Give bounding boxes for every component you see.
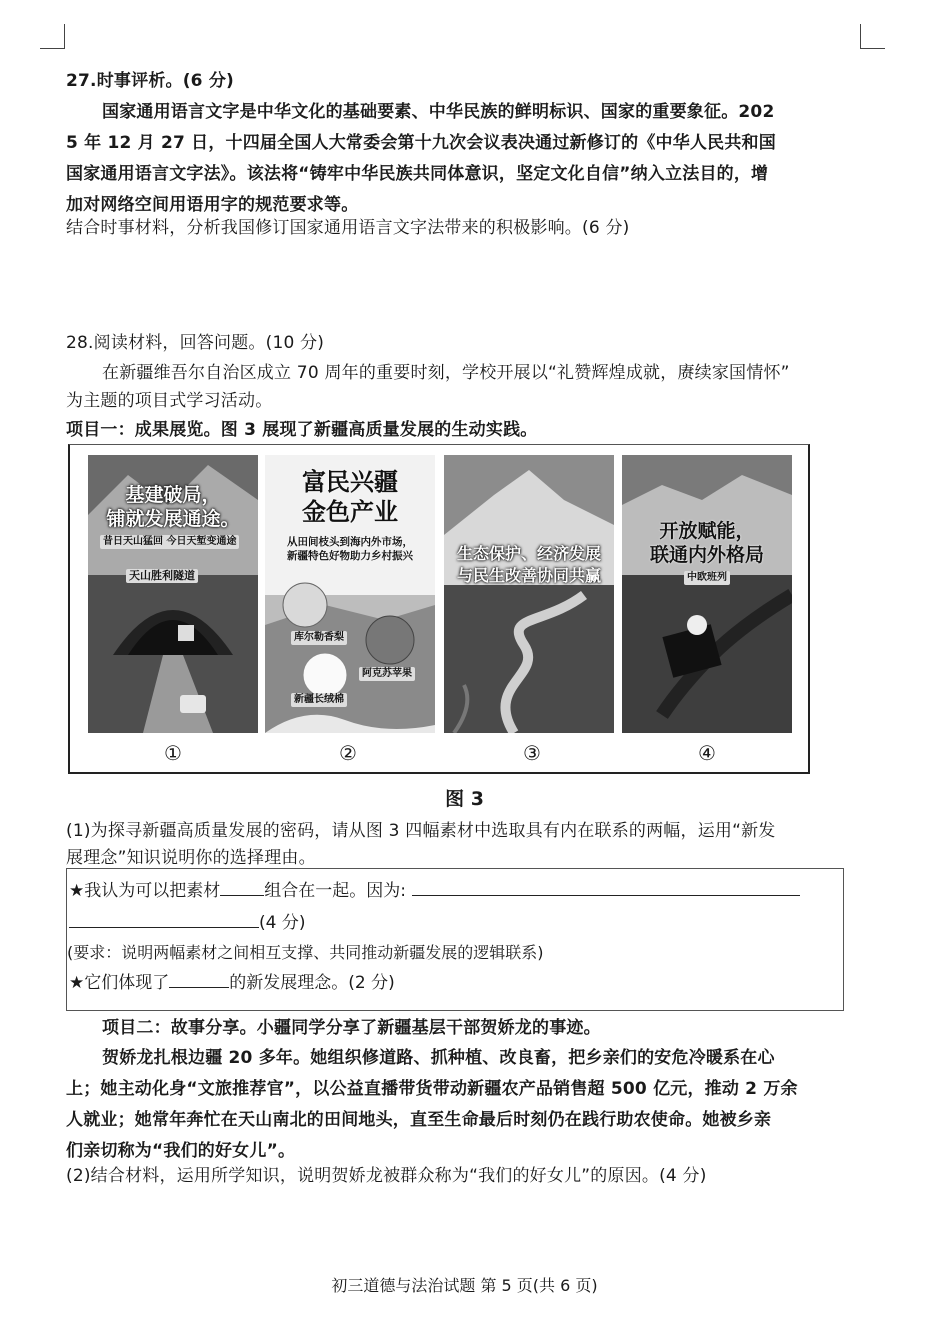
q28-sub1-line-2: 展理念”知识说明你的选择理由。 [66,848,316,868]
q28-story-line-3: 人就业；她常年奔忙在天山南北的田间地头，直至生命最后时刻仍在践行助农使命。她被乡亲 [66,1110,772,1130]
reason-blank-1[interactable] [412,877,800,896]
panel-1-tunnel-sign: 天山胜利隧道 [126,569,198,583]
panel-4-opening [622,455,792,733]
panel-3-ecology [444,455,614,733]
q28-story-line-1: 贺娇龙扎根边疆 20 多年。她组织修道路、抓种植、改良畜，把乡亲们的安危冷暖系在心 [102,1048,775,1068]
material-choice-blank[interactable] [220,877,264,896]
panel-2-title-1: 富民兴疆 [302,468,398,496]
q28-sub1-line-1: (1)为探寻新疆高质量发展的密码，请从图 3 四幅素材中选取具有内在联系的两幅，运用“新发 [66,821,776,841]
answer-line-4 [69,969,395,995]
panel-1-title-2: 铺就发展通途。 [106,508,240,530]
panel-2-number: ② [339,741,357,765]
panel-2-subtitle-2: 新疆特色好物助力乡村振兴 [287,550,413,562]
panel-3-title-1: 生态保护、经济发展 [456,544,601,563]
q28-sub2: (2)结合材料，运用所学知识，说明贺娇龙被群众称为“我们的好女儿”的原因。(4 分) [66,1166,707,1186]
panel-4-tag: 中欧班列 [684,571,730,585]
q27-material-line-3: 国家通用语言文字法》。该法将“铸牢中华民族共同体意识，坚定文化自信”纳入立法目的，增 [66,164,769,184]
q28-intro-line-1: 在新疆维吾尔自治区成立 70 周年的重要时刻，学校开展以“礼赞辉煌成就，赓续家国情怀” [102,363,790,383]
panel-2-subtitle-1: 从田间枝头到海内外市场， [287,536,413,548]
panel-2-label-apple: 阿克苏苹果 [359,667,415,681]
q27-heading: 27.时事评析。(6 分) [66,71,235,91]
q27-material-line-4: 加对网络空间用语用字的规范要求等。 [66,195,359,215]
answer-line-1 [69,877,800,903]
crop-mark-top-left [40,24,65,49]
panel-4-title-2: 联通内外格局 [649,544,764,566]
panel-4-number: ④ [698,741,716,765]
page-footer: 初三道德与法治试题 第 5 页(共 6 页) [331,1276,598,1295]
q28-project-2: 项目二：故事分享。小疆同学分享了新疆基层干部贺娇龙的事迹。 [102,1018,601,1038]
panel-2-label-cotton: 新疆长绒棉 [291,693,347,707]
panel-4-title-1: 开放赋能， [659,520,755,542]
answer-line-3: (要求：说明两幅素材之间相互支撑、共同推动新疆发展的逻辑联系) [67,943,544,962]
panel-2-industry [265,455,435,733]
panel-1-number: ① [164,741,182,765]
q28-story-line-2: 上；她主动化身“文旅推荐官”，以公益直播带货带动新疆农产品销售超 500 亿元，推动 2 万余 [66,1079,798,1099]
figure-caption: 图 3 [445,788,484,810]
panel-3-title-2: 与民生改善协同共赢 [456,566,601,585]
answer-line-4-suffix: 的新发展理念。(2 分) [229,973,395,993]
q28-story-line-4: 们亲切称为“我们的好女儿”。 [66,1141,296,1161]
panel-3-number: ③ [523,741,541,765]
q27-material-line-2: 5 年 12 月 27 日，十四届全国人大常委会第十九次会议表决通过新修订的《中华人民共和国 [66,133,776,153]
q27-question: 结合时事材料，分析我国修订国家通用语言文字法带来的积极影响。(6 分) [66,218,630,238]
answer-line-4-prefix: ★它们体现了 [69,973,170,993]
answer-line-1-prefix: ★我认为可以把素材 [69,881,221,901]
panel-2-title-2: 金色产业 [302,498,398,526]
answer-line-2-score: (4 分) [259,913,306,933]
q28-project-1: 项目一：成果展览。图 3 展现了新疆高质量发展的生动实践。 [66,420,538,440]
q28-heading: 28.阅读材料，回答问题。(10 分) [66,333,325,353]
panel-1-infrastructure [88,455,258,733]
panel-1-title-1: 基建破局， [125,484,221,506]
answer-line-2 [69,909,305,935]
panel-1-tag: 昔日天山猛回 今日天堑变通途 [100,535,239,549]
answer-line-1-suffix: 组合在一起。因为: [264,881,406,901]
figure-3 [68,444,810,774]
answer-box [66,868,844,1011]
concept-blank[interactable] [169,969,229,988]
q27-material-line-1: 国家通用语言文字是中华文化的基础要素、中华民族的鲜明标识、国家的重要象征。202 [102,102,775,122]
q28-intro-line-2: 为主题的项目式学习活动。 [66,391,273,411]
panel-2-label-pear: 库尔勒香梨 [291,631,347,645]
reason-blank-2[interactable] [69,909,259,928]
crop-mark-top-right [860,24,885,49]
